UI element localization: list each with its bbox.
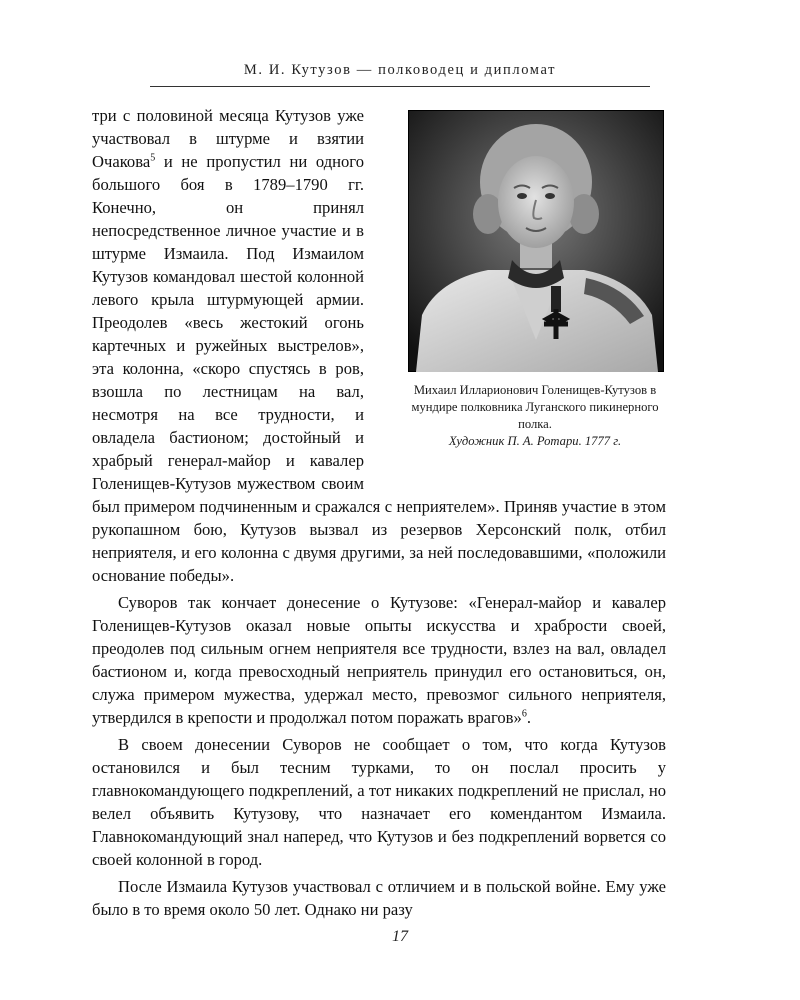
portrait-caption — [404, 382, 666, 450]
footnote-ref-5: 5 — [150, 152, 156, 164]
page-number: 17 — [392, 928, 408, 945]
paragraph-1-text: три с половиной месяца Кутузов уже участвовал в штурме и взятии Очакова — [92, 106, 364, 171]
main-text — [92, 104, 666, 921]
running-header: М. И. Кутузов — полководец и дипломат — [243, 62, 557, 78]
paragraph-2-text-end: . — [526, 708, 531, 727]
caption-artist: Художник П. А. Ротари. 1777 г. — [448, 434, 622, 448]
footnote-ref-6: 6 — [521, 708, 527, 720]
paragraph-3: В своем донесении Суворов не сообщает о том, что когда Кутузов остановился и был тесним турками, то он послал просить у главнокомандующего подкреплений, а тот никаких подкреплений не прислал, но велел объявить Кутузову, что назначает его комендантом Измаила. Главнокомандующий знал наперед, что Кутузов и без подкреплений ворвется со своей колонной в город. — [92, 735, 666, 869]
header-rule — [150, 86, 650, 87]
paragraph-2-text: Суворов так кончает донесение о Кутузове: «Генерал-майор и кавалер Голенищев-Кутузов оказал новые опыты искусства и храбрости своей, преодолев под сильным огнем неприятеля все трудности, взлез на вал, овладел бастионом и, когда превосходный неприятель принудил его остановиться, он, служа примером мужества, удержал место, превозмог сильного неприятеля, утвердился в крепости и продолжал потом поражать врагов» — [92, 593, 666, 727]
caption-text: Михаил Илларионович Голенищев-Кутузов в мундире полковника Луганского пикинерного полка. — [411, 383, 659, 431]
portrait-image — [408, 110, 664, 372]
paragraph-1-text-cont: и не пропустил ни одного большого боя в 1789–1790 гг. Конечно, он принял непосредственное личное участие и в штурме Измаила. Под Измаилом Кутузов командовал шестой колонной левого крыла штурмующей армии. Преодолев «весь жестокий огонь картечных и ружейных выстрелов», эта колонна, «скоро спустясь в ров, взошла по лестницам на вал, несмотря на все трудности, и овладела бастионом; достойный и храбрый генерал-майор и кавалер Голенищев-Кутузов мужеством своим был примером подчиненным и сражался с неприятелем». Приняв участие в этом рукопашном бою, Кутузов вызвал из резервов Херсонский полк, отбил неприятеля, и его колонна с двумя другими, за ней последовавшими, «положили основание победы». — [92, 152, 666, 585]
portrait-figure — [378, 104, 666, 480]
paragraph-2 — [92, 591, 666, 729]
paragraph-4: После Измаила Кутузов участвовал с отличием и в польской войне. Ему уже было в то время около 50 лет. Однако ни разу — [92, 877, 666, 919]
